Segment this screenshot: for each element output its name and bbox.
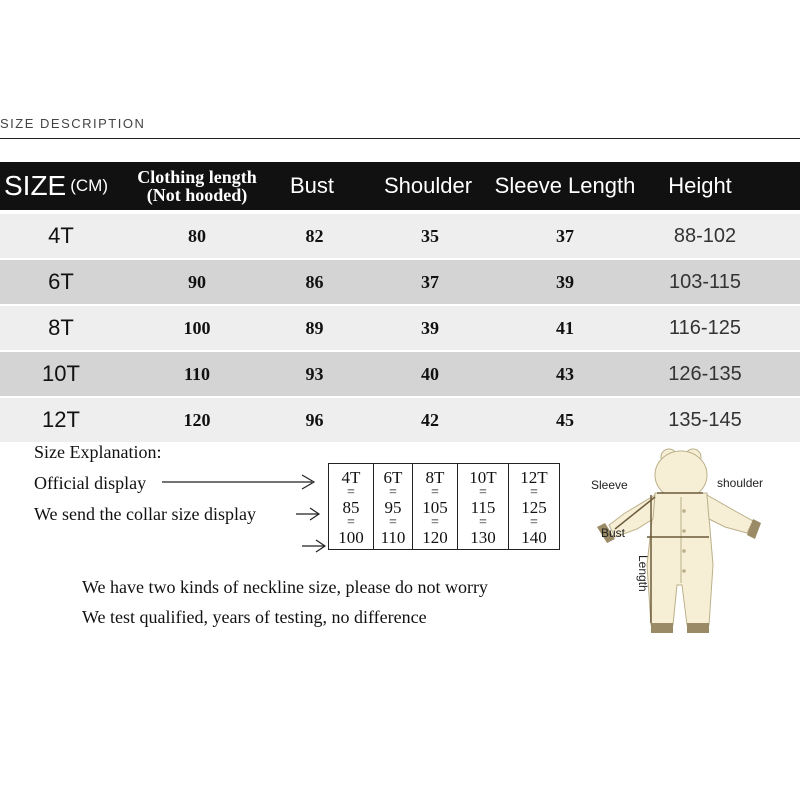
cell-shoulder: 39 — [421, 317, 439, 338]
cell-length: 100 — [183, 317, 211, 338]
cell-height: 116-125 — [669, 316, 741, 339]
collar-equals: = — [431, 485, 439, 500]
collar-equals: = — [479, 515, 487, 530]
header-clothing-length — [122, 162, 272, 210]
collar-equals: = — [530, 485, 538, 500]
cell-height: 103-115 — [669, 270, 741, 293]
collar-size-2: 100 — [338, 528, 364, 547]
arrow-collar-icon — [294, 504, 324, 524]
table-row — [0, 260, 800, 304]
cell-shoulder: 40 — [421, 363, 439, 384]
collar-size-1: 115 — [470, 498, 496, 517]
cell-size: 10T — [42, 361, 80, 386]
collar-size-2: 140 — [521, 528, 547, 547]
collar-size-2: 130 — [470, 528, 496, 547]
collar-size-1: 105 — [422, 498, 448, 517]
collar-column — [458, 464, 509, 549]
bust-label: Bust — [601, 526, 626, 540]
cell-length: 120 — [183, 409, 211, 430]
cell-bust: 93 — [305, 363, 324, 384]
collar-equals: = — [347, 485, 355, 500]
cell-sleeve: 43 — [556, 363, 574, 384]
arrow-second-icon — [300, 536, 330, 556]
sleeve-label: Sleeve — [591, 478, 628, 492]
explanation-title: Size Explanation: — [34, 442, 162, 462]
collar-equals: = — [530, 515, 538, 530]
cell-bust: 89 — [305, 317, 324, 338]
cell-height: 135-145 — [668, 408, 742, 431]
collar-column — [413, 464, 458, 549]
size-table — [0, 162, 800, 444]
collar-column — [329, 464, 374, 549]
header-shoulder: Shoulder — [383, 173, 473, 198]
neckline-note: We have two kinds of neckline size, please do not worry — [82, 577, 488, 597]
arrow-official-icon — [160, 472, 320, 492]
header-bust: Bust — [289, 173, 335, 198]
collar-equals: = — [431, 515, 439, 530]
table-row — [0, 306, 800, 350]
cell-shoulder: 35 — [421, 225, 439, 246]
table-row — [0, 398, 800, 442]
header-clothing-length-line1: Clothing length — [137, 167, 257, 187]
collar-equals: = — [389, 515, 397, 530]
table-header — [0, 162, 800, 210]
cell-sleeve: 45 — [556, 409, 574, 430]
official-display-label: Official display — [34, 473, 147, 493]
collar-official: 8T — [425, 468, 445, 487]
header-size-label: SIZE — [4, 170, 67, 201]
collar-size-2: 120 — [422, 528, 448, 547]
cell-height: 88-102 — [673, 224, 737, 247]
cell-length: 80 — [188, 225, 206, 246]
collar-size-1: 125 — [521, 498, 547, 517]
collar-official: 12T — [520, 468, 548, 487]
collar-official: 4T — [341, 468, 361, 487]
cell-shoulder: 37 — [421, 271, 439, 292]
header-size — [0, 162, 126, 210]
collar-equals: = — [389, 485, 397, 500]
cell-sleeve: 39 — [556, 271, 574, 292]
cell-bust: 96 — [305, 409, 324, 430]
cell-size: 12T — [42, 407, 80, 432]
header-clothing-length-line2: (Not hooded) — [146, 185, 248, 205]
collar-official: 10T — [469, 468, 497, 487]
length-label: Length — [636, 555, 650, 592]
header-size-unit: (CM) — [70, 176, 108, 195]
cell-size: 6T — [48, 269, 74, 294]
section-title: SIZE DESCRIPTION — [0, 116, 146, 131]
table-row — [0, 352, 800, 396]
collar-size-2: 110 — [380, 528, 406, 547]
collar-size-box — [328, 463, 560, 550]
header-sleeve-length: Sleeve Length — [494, 173, 636, 198]
collar-equals: = — [347, 515, 355, 530]
garment-measurement-diagram — [585, 445, 800, 645]
header-height: Height — [668, 173, 732, 198]
collar-display-label: We send the collar size display — [34, 504, 256, 524]
cell-size: 8T — [48, 315, 74, 340]
collar-equals: = — [479, 485, 487, 500]
cell-sleeve: 41 — [556, 317, 574, 338]
cell-bust: 86 — [305, 271, 324, 292]
cell-sleeve: 37 — [556, 225, 574, 246]
collar-size-1: 85 — [342, 498, 360, 517]
cell-length: 90 — [188, 271, 206, 292]
testing-note: We test qualified, years of testing, no difference — [82, 607, 427, 627]
collar-column — [509, 464, 559, 549]
collar-column — [374, 464, 413, 549]
section-divider — [0, 138, 800, 139]
cell-bust: 82 — [305, 225, 324, 246]
cell-height: 126-135 — [668, 362, 742, 385]
cell-size: 4T — [48, 223, 74, 248]
cell-length: 110 — [183, 363, 210, 384]
shoulder-label: shoulder — [717, 476, 764, 490]
table-row — [0, 214, 800, 258]
collar-size-1: 95 — [384, 498, 402, 517]
collar-official: 6T — [383, 468, 403, 487]
cell-shoulder: 42 — [421, 409, 439, 430]
